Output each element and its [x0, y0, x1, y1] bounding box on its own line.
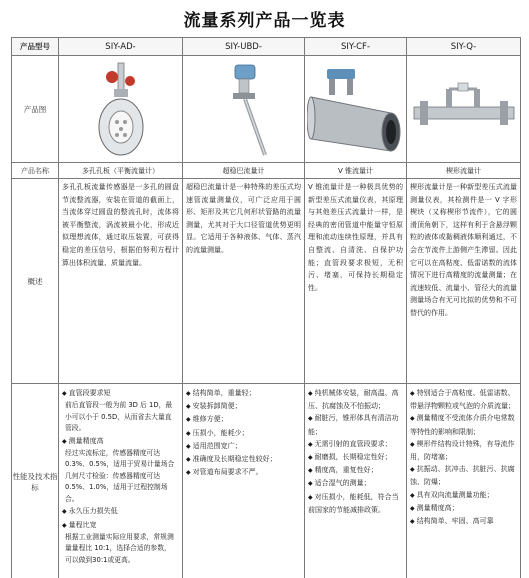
performance-point: ◆ 压损小，能耗少；: [186, 427, 301, 440]
image-row: [12, 56, 521, 163]
model-cell: SIY-Q-: [407, 38, 521, 56]
row-label-model: 产品型号: [12, 38, 59, 56]
wedge-meter-image: [407, 56, 520, 162]
model-cell: SIY-CF-: [305, 38, 407, 56]
performance-point: ◆ 结构简单、牢固、高可靠: [410, 515, 517, 528]
overview-text: V 锥流量计是一种极具优势的新型差压式流量仪表，其原理与其他差压式流量计一样，是经典的密闭管道中能量守恒原理和流动连续性原理，并具有自整流、自清洗、自保护功能；直管段要求极短，无积污、堵塞，可保持长期稳定性。: [308, 183, 403, 292]
row-label-overview: 概述: [12, 179, 59, 384]
overview-text: 多孔孔板流量传感器是一多孔的圆盘节流整流器，安装在管道的截面上，当流体穿过圆盘的整流孔时，流体将被平衡整流，涡流被最小化，形成近似理想流体，通过取压装置，可获得稳定的差压信号，根据伯努利方程计算出体积流量、质量流量。: [62, 183, 179, 267]
overview-text: 楔形流量计是一种新型差压式流量测量仪表，其检测件是一 V 字形楔块（又称楔形节流件），它的圆滑顶角朝下，这样有利于含悬浮颗粒的液体或黏稠液体顺利通过，不会在节流件上游侧产生滞留。因此它可以在高粘度、低雷诺数的流体情况下进行高精度的流量测量；在流速较低、流量小、管径大的流量测量场合有无可比拟的优势和不可替代的作用。: [410, 183, 517, 317]
performance-point: ◆ 楔形件结构设计特殊，有导流作用，防堵塞；: [410, 438, 517, 463]
performance-point: ◆ 准确度及长期稳定性较好；: [186, 453, 301, 466]
performance-list: [183, 384, 304, 482]
v-cone-image: [305, 56, 406, 162]
performance-point: ◆ 特别适合于高粘度、低雷诺数、带悬浮物颗粒或气泡的介质流量；: [410, 387, 517, 412]
row-label-performance: 性能及技术指标: [12, 384, 59, 578]
performance-point: ◆ 耐磨损，长期稳定性好；: [308, 451, 403, 464]
performance-point: ◆ 维修方便；: [186, 413, 301, 426]
performance-list: [305, 384, 406, 519]
performance-point: ◆ 适用范围宽广；: [186, 440, 301, 453]
product-name: 超稳巴流量计: [183, 163, 305, 179]
model-cell: SIY-AD-: [59, 38, 183, 56]
product-name: 楔形流量计: [407, 163, 521, 179]
performance-row: [12, 384, 521, 578]
performance-point: ◆ 具有双向流量测量功能；: [410, 489, 517, 502]
performance-point: ◆ 对压损小，能耗低，符合当前国家的节能减排政策。: [308, 491, 403, 516]
performance-point: ◆ 结构简单，重量轻；: [186, 387, 301, 400]
performance-point: ◆ 耐脏污，锥形体具有清洁功能；: [308, 412, 403, 437]
product-name: V 锥流量计: [305, 163, 407, 179]
performance-point: ◆ 测量精度不受流体介质介电常数等特性的影响和限制；: [410, 412, 517, 437]
row-label-image: 产品图: [12, 56, 59, 163]
performance-point: ◆ 直管段要求短 前后直管段一般为前 3D 后 1D，最小可以小于 0.5D，从而省去大量直管段。: [62, 387, 179, 435]
performance-list: [407, 384, 520, 531]
overview-text: 超稳巴流量计是一种特殊的差压式均速管流量测量仪，可广泛应用于圆形、矩形及其它几何形状管路的流量测量，尤其对于大口径管道优势更明显。它适用于各种液体、气体、蒸汽的流量测量。: [186, 183, 301, 254]
product-name: 多孔孔板（平衡流量计）: [59, 163, 183, 179]
product-table: [11, 37, 521, 578]
annubar-image: [183, 56, 304, 162]
model-cell: SIY-UBD-: [183, 38, 305, 56]
performance-point: ◆ 测量精度高；: [410, 502, 517, 515]
performance-point: ◆ 精度高，重复性好；: [308, 464, 403, 477]
performance-point: ◆ 抗振动、抗冲击、抗脏污、抗腐蚀、防爆；: [410, 463, 517, 488]
performance-point: ◆ 安装拆卸简便；: [186, 400, 301, 413]
performance-point: ◆ 对管道布局要求不严。: [186, 466, 301, 479]
row-label-name: 产品名称: [12, 163, 59, 179]
performance-point: ◆ 适合湿气的测量；: [308, 477, 403, 490]
overview-row: [12, 179, 521, 384]
performance-point: ◆ 永久压力损失低: [62, 505, 179, 518]
performance-point: ◆ 测量精度高 经过实流标定，传感器精度可达 0.3%、0.5%，适用于贸易计量场合 几何尺寸检验：传感器精度可达 0.5%、1.0%，适用于过程控制场合。: [62, 435, 179, 506]
page-title: 流量系列产品一览表: [183, 11, 346, 31]
orifice-plate-image: [59, 56, 182, 162]
performance-point: ◆ 量程比宽 根据工业测量实际应用要求，常规测量量程比 10:1，选择合适的参数，可以做到30:1或更高。: [62, 519, 179, 567]
model-row: [12, 38, 521, 56]
performance-point: ◆ 纯机械体安装，耐高温、高压、抗腐蚀及不怕振动；: [308, 387, 403, 412]
performance-list: [59, 384, 182, 569]
performance-point: ◆ 无需引射的直管段要求；: [308, 438, 403, 451]
name-row: [12, 163, 521, 179]
